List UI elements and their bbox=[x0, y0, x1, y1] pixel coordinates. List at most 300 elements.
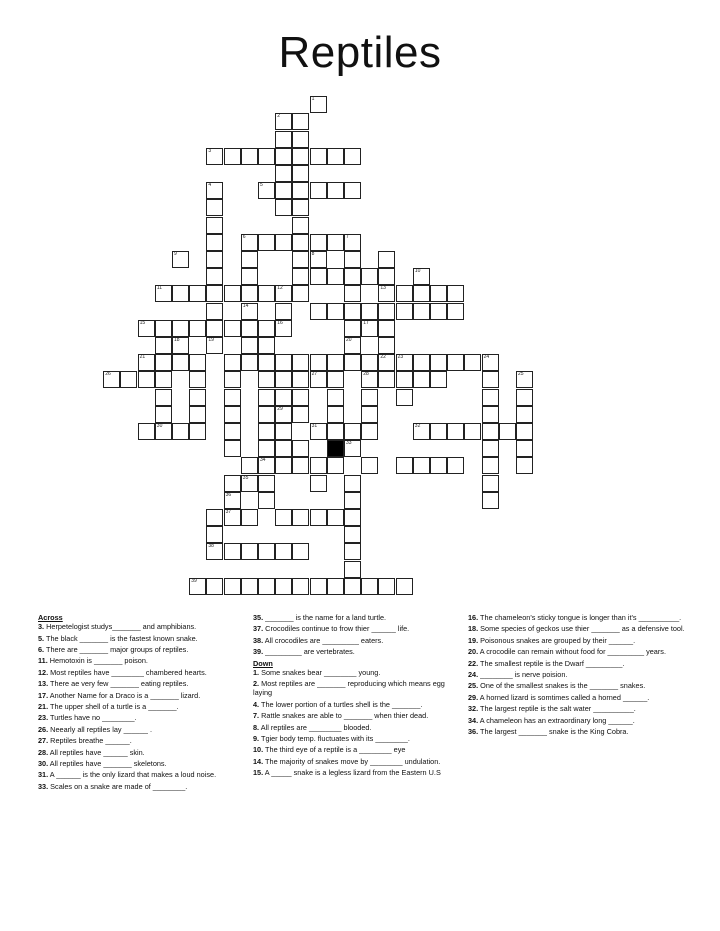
clue-text: A horned lizard is somtimes called a horned ______. bbox=[478, 692, 650, 702]
crossword-cell[interactable] bbox=[292, 113, 309, 130]
cell-number: 4 bbox=[208, 182, 212, 189]
crossword-cell[interactable] bbox=[189, 354, 206, 371]
crossword-cell[interactable] bbox=[258, 320, 275, 337]
crossword-cell[interactable] bbox=[482, 475, 499, 492]
clue bbox=[468, 716, 688, 725]
crossword-cell[interactable] bbox=[275, 148, 292, 165]
crossword-cell[interactable] bbox=[430, 371, 447, 388]
clue-number: 29. bbox=[468, 692, 479, 702]
crossword-cell[interactable] bbox=[206, 509, 223, 526]
crossword-cell[interactable] bbox=[138, 320, 155, 337]
crossword-cell[interactable] bbox=[378, 578, 395, 595]
crossword-cell[interactable] bbox=[292, 251, 309, 268]
crossword-cell[interactable] bbox=[482, 492, 499, 509]
crossword-cell[interactable] bbox=[241, 285, 258, 302]
crossword-cell[interactable] bbox=[310, 371, 327, 388]
clue-number: 36. bbox=[468, 726, 479, 736]
crossword-cell[interactable] bbox=[292, 543, 309, 560]
crossword-cell[interactable] bbox=[327, 423, 344, 440]
crossword-cell[interactable] bbox=[155, 320, 172, 337]
crossword-cell[interactable] bbox=[361, 406, 378, 423]
crossword-cell[interactable] bbox=[224, 543, 241, 560]
crossword-cell[interactable] bbox=[258, 457, 275, 474]
crossword-cell[interactable] bbox=[464, 354, 481, 371]
crossword-cell[interactable] bbox=[189, 423, 206, 440]
crossword-cell[interactable] bbox=[275, 389, 292, 406]
crossword-cell[interactable] bbox=[224, 371, 241, 388]
cell-number: 15 bbox=[139, 319, 146, 326]
crossword-cell[interactable] bbox=[172, 423, 189, 440]
crossword-cell[interactable] bbox=[361, 303, 378, 320]
crossword-cell[interactable] bbox=[310, 268, 327, 285]
crossword-cell[interactable] bbox=[292, 148, 309, 165]
crossword-cell[interactable] bbox=[241, 251, 258, 268]
crossword-cell[interactable] bbox=[275, 234, 292, 251]
crossword-cell[interactable] bbox=[241, 320, 258, 337]
cell-number: 24 bbox=[483, 354, 490, 361]
crossword-cell[interactable] bbox=[224, 406, 241, 423]
clue-text: The third eye of a reptile is a ________ eye bbox=[263, 745, 406, 755]
crossword-cell[interactable] bbox=[292, 509, 309, 526]
crossword-cell[interactable] bbox=[241, 578, 258, 595]
crossword-cell[interactable] bbox=[344, 509, 361, 526]
crossword-cell[interactable] bbox=[258, 234, 275, 251]
crossword-cell[interactable] bbox=[292, 440, 309, 457]
crossword-cell[interactable] bbox=[155, 389, 172, 406]
cell-number: 1 bbox=[311, 96, 315, 103]
crossword-cell[interactable] bbox=[275, 199, 292, 216]
crossword-cell[interactable] bbox=[430, 457, 447, 474]
clue-number: 6. bbox=[38, 644, 45, 654]
crossword-cell[interactable] bbox=[206, 199, 223, 216]
crossword-cell[interactable] bbox=[206, 251, 223, 268]
crossword-cell[interactable] bbox=[447, 423, 464, 440]
crossword-cell[interactable] bbox=[292, 199, 309, 216]
crossword-cell[interactable] bbox=[275, 303, 292, 320]
crossword-cell[interactable] bbox=[430, 303, 447, 320]
crossword-cell[interactable] bbox=[275, 182, 292, 199]
clue-text: Hemotoxin is _______ poison. bbox=[47, 656, 148, 666]
crossword-cell[interactable] bbox=[396, 389, 413, 406]
crossword-cell[interactable] bbox=[327, 148, 344, 165]
crossword-cell[interactable] bbox=[258, 182, 275, 199]
crossword-cell[interactable] bbox=[275, 578, 292, 595]
crossword-cell[interactable] bbox=[241, 337, 258, 354]
crossword-cell[interactable] bbox=[292, 371, 309, 388]
clue bbox=[38, 748, 243, 757]
crossword-cell[interactable] bbox=[413, 268, 430, 285]
crossword-cell[interactable] bbox=[378, 371, 395, 388]
clues-section bbox=[38, 613, 698, 843]
crossword-cell[interactable] bbox=[206, 303, 223, 320]
crossword-cell[interactable] bbox=[344, 475, 361, 492]
crossword-cell[interactable] bbox=[344, 440, 361, 457]
clue-number: 37. bbox=[253, 624, 264, 634]
crossword-cell[interactable] bbox=[138, 423, 155, 440]
clue-number: 1. bbox=[253, 667, 260, 677]
crossword-cell[interactable] bbox=[327, 406, 344, 423]
crossword-cell[interactable] bbox=[327, 578, 344, 595]
crossword-cell[interactable] bbox=[275, 457, 292, 474]
crossword-cell[interactable] bbox=[275, 371, 292, 388]
crossword-cell[interactable] bbox=[447, 303, 464, 320]
crossword-cell[interactable] bbox=[206, 217, 223, 234]
crossword-cell[interactable] bbox=[138, 354, 155, 371]
crossword-cell[interactable] bbox=[430, 423, 447, 440]
crossword-cell[interactable] bbox=[258, 543, 275, 560]
crossword-cell[interactable] bbox=[120, 371, 137, 388]
clue-number: 15. bbox=[253, 768, 264, 778]
crossword-cell[interactable] bbox=[292, 578, 309, 595]
crossword-cell[interactable] bbox=[413, 371, 430, 388]
crossword-cell[interactable] bbox=[413, 423, 430, 440]
clue-text: Tgier body temp. fluctuates with its ________. bbox=[259, 733, 410, 743]
crossword-cell[interactable] bbox=[241, 268, 258, 285]
cell-number: 39 bbox=[191, 577, 197, 584]
crossword-cell[interactable] bbox=[430, 354, 447, 371]
crossword-cell[interactable] bbox=[224, 320, 241, 337]
crossword-cell[interactable] bbox=[241, 148, 258, 165]
crossword-cell[interactable] bbox=[241, 543, 258, 560]
cell-number: 17 bbox=[363, 319, 369, 326]
crossword-cell[interactable] bbox=[155, 406, 172, 423]
cell-number: 6 bbox=[242, 233, 246, 240]
crossword-cell[interactable] bbox=[482, 354, 499, 371]
clue-text: The black _______ is the fastest known snake. bbox=[44, 633, 198, 643]
crossword-cell[interactable] bbox=[292, 182, 309, 199]
crossword-cell[interactable] bbox=[447, 457, 464, 474]
crossword-cell[interactable] bbox=[189, 371, 206, 388]
crossword-cell[interactable] bbox=[224, 509, 241, 526]
crossword-cell[interactable] bbox=[447, 354, 464, 371]
clue-text: Some species of geckos use thier _______ as a defensive tool. bbox=[478, 624, 685, 634]
crossword-cell[interactable] bbox=[292, 285, 309, 302]
crossword-cell[interactable] bbox=[241, 509, 258, 526]
crossword-cell[interactable] bbox=[344, 303, 361, 320]
crossword-cell[interactable] bbox=[310, 475, 327, 492]
crossword-cell[interactable] bbox=[189, 285, 206, 302]
crossword-cell[interactable] bbox=[310, 182, 327, 199]
crossword-cell[interactable] bbox=[310, 509, 327, 526]
crossword-cell[interactable] bbox=[224, 440, 241, 457]
crossword-cell[interactable] bbox=[344, 182, 361, 199]
crossword-cell[interactable] bbox=[344, 543, 361, 560]
crossword-cell[interactable] bbox=[258, 371, 275, 388]
crossword-cell[interactable] bbox=[258, 578, 275, 595]
crossword-cell[interactable] bbox=[327, 303, 344, 320]
crossword-cell[interactable] bbox=[275, 423, 292, 440]
cell-number: 35 bbox=[242, 474, 249, 481]
crossword-cell[interactable] bbox=[327, 509, 344, 526]
crossword-cell[interactable] bbox=[292, 131, 309, 148]
crossword-cell[interactable] bbox=[344, 561, 361, 578]
crossword-cell[interactable] bbox=[344, 337, 361, 354]
crossword-cell[interactable] bbox=[206, 268, 223, 285]
clue-number: 14. bbox=[253, 756, 264, 766]
crossword-cell[interactable] bbox=[327, 371, 344, 388]
clue-number: 2. bbox=[253, 679, 260, 689]
clue bbox=[38, 622, 243, 631]
crossword-cell[interactable] bbox=[258, 354, 275, 371]
cell-number: 25 bbox=[518, 371, 524, 378]
clue-number: 38. bbox=[253, 635, 264, 645]
crossword-cell[interactable] bbox=[344, 285, 361, 302]
clue-number: 28. bbox=[38, 747, 49, 757]
clue-text: The lower portion of a turtles shell is the _______. bbox=[259, 699, 423, 709]
crossword-cell[interactable] bbox=[327, 234, 344, 251]
crossword-cell[interactable] bbox=[258, 406, 275, 423]
crossword-cell[interactable] bbox=[516, 457, 533, 474]
crossword-cell[interactable] bbox=[275, 406, 292, 423]
crossword-cell[interactable] bbox=[206, 234, 223, 251]
crossword-cell[interactable] bbox=[275, 131, 292, 148]
crossword-cell[interactable] bbox=[172, 251, 189, 268]
crossword-cell[interactable] bbox=[275, 165, 292, 182]
clues-column-1 bbox=[38, 613, 243, 793]
cell-number: 22 bbox=[380, 354, 386, 361]
crossword-cell[interactable] bbox=[413, 457, 430, 474]
crossword-cell[interactable] bbox=[396, 354, 413, 371]
crossword-cell[interactable] bbox=[258, 337, 275, 354]
crossword-cell[interactable] bbox=[292, 406, 309, 423]
crossword-cell[interactable] bbox=[292, 268, 309, 285]
crossword-cell[interactable] bbox=[344, 354, 361, 371]
clue-text: Another Name for a Draco is a _______ lizard. bbox=[48, 690, 201, 700]
crossword-cell[interactable] bbox=[344, 492, 361, 509]
crossword-cell[interactable] bbox=[327, 354, 344, 371]
crossword-cell[interactable] bbox=[206, 578, 223, 595]
clue bbox=[253, 624, 458, 633]
crossword-cell[interactable] bbox=[361, 354, 378, 371]
crossword-cell[interactable] bbox=[361, 389, 378, 406]
clue bbox=[253, 757, 458, 766]
crossword-cell[interactable] bbox=[499, 423, 516, 440]
crossword-cell[interactable] bbox=[516, 371, 533, 388]
crossword-cell[interactable] bbox=[482, 457, 499, 474]
clue-text: Rattle snakes are able to _______ when thier dead. bbox=[259, 711, 429, 721]
crossword-cell[interactable] bbox=[224, 475, 241, 492]
crossword-cell[interactable] bbox=[224, 492, 241, 509]
crossword-cell[interactable] bbox=[224, 148, 241, 165]
crossword-cell[interactable] bbox=[224, 578, 241, 595]
crossword-cell[interactable] bbox=[275, 285, 292, 302]
crossword-cell[interactable] bbox=[275, 440, 292, 457]
crossword-cell[interactable] bbox=[155, 285, 172, 302]
crossword-cell[interactable] bbox=[482, 406, 499, 423]
crossword-cell[interactable] bbox=[241, 303, 258, 320]
clue-number: 26. bbox=[38, 724, 49, 734]
crossword-cell[interactable] bbox=[310, 578, 327, 595]
crossword-cell[interactable] bbox=[206, 337, 223, 354]
crossword-cell[interactable] bbox=[361, 320, 378, 337]
crossword-cell[interactable] bbox=[413, 354, 430, 371]
crossword-cell[interactable] bbox=[361, 268, 378, 285]
crossword-cell[interactable] bbox=[275, 509, 292, 526]
crossword-cell[interactable] bbox=[189, 578, 206, 595]
crossword-cell[interactable] bbox=[327, 182, 344, 199]
crossword-cell[interactable] bbox=[258, 148, 275, 165]
crossword-cell[interactable] bbox=[344, 320, 361, 337]
crossword-cell[interactable] bbox=[396, 303, 413, 320]
crossword-cell[interactable] bbox=[292, 217, 309, 234]
clue-number: 5. bbox=[38, 633, 45, 643]
crossword-cell[interactable] bbox=[344, 423, 361, 440]
crossword-cell[interactable] bbox=[361, 457, 378, 474]
crossword-cell[interactable] bbox=[292, 389, 309, 406]
crossword-cell[interactable] bbox=[258, 285, 275, 302]
clue-section-header: Across bbox=[38, 613, 63, 622]
crossword-cell[interactable] bbox=[413, 285, 430, 302]
crossword-cell[interactable] bbox=[361, 371, 378, 388]
clue bbox=[38, 656, 243, 665]
clue bbox=[38, 759, 243, 768]
clue bbox=[468, 636, 688, 645]
crossword-cell[interactable] bbox=[224, 354, 241, 371]
clue-number: 25. bbox=[468, 681, 479, 691]
crossword-cell[interactable] bbox=[396, 457, 413, 474]
crossword-cell[interactable] bbox=[482, 423, 499, 440]
crossword-cell[interactable] bbox=[224, 285, 241, 302]
crossword-cell[interactable] bbox=[310, 251, 327, 268]
clue-number: 27. bbox=[38, 736, 49, 746]
crossword-cell[interactable] bbox=[327, 389, 344, 406]
crossword-cell[interactable] bbox=[516, 440, 533, 457]
crossword-cell[interactable] bbox=[378, 354, 395, 371]
crossword-cell[interactable] bbox=[172, 337, 189, 354]
crossword-cell[interactable] bbox=[310, 423, 327, 440]
crossword-cell[interactable] bbox=[361, 423, 378, 440]
crossword-cell[interactable] bbox=[482, 389, 499, 406]
crossword-cell[interactable] bbox=[275, 354, 292, 371]
crossword-cell[interactable] bbox=[378, 320, 395, 337]
clue-number: 30. bbox=[38, 758, 49, 768]
crossword-cell[interactable] bbox=[430, 285, 447, 302]
crossword-cell[interactable] bbox=[258, 423, 275, 440]
crossword-cell[interactable] bbox=[310, 457, 327, 474]
crossword-cell[interactable] bbox=[138, 371, 155, 388]
crossword-cell[interactable] bbox=[258, 475, 275, 492]
crossword-cell[interactable] bbox=[344, 526, 361, 543]
crossword-cell[interactable] bbox=[378, 268, 395, 285]
crossword-cell[interactable] bbox=[241, 354, 258, 371]
crossword-cell[interactable] bbox=[327, 268, 344, 285]
clue bbox=[38, 668, 243, 677]
crossword-cell[interactable] bbox=[447, 285, 464, 302]
clue-number: 16. bbox=[468, 613, 479, 622]
crossword-cell[interactable] bbox=[482, 440, 499, 457]
crossword-cell[interactable] bbox=[344, 268, 361, 285]
crossword-cell[interactable] bbox=[241, 234, 258, 251]
crossword-cell[interactable] bbox=[206, 320, 223, 337]
crossword-cell[interactable] bbox=[378, 251, 395, 268]
crossword-cell[interactable] bbox=[516, 423, 533, 440]
crossword-cell[interactable] bbox=[224, 389, 241, 406]
crossword-cell[interactable] bbox=[310, 234, 327, 251]
clue-text: _________ are vertebrates. bbox=[263, 647, 355, 657]
crossword-cell[interactable] bbox=[172, 285, 189, 302]
crossword-cell[interactable] bbox=[224, 423, 241, 440]
crossword-cell[interactable] bbox=[361, 578, 378, 595]
crossword-cell[interactable] bbox=[172, 354, 189, 371]
crossword-cell[interactable] bbox=[344, 234, 361, 251]
crossword-cell[interactable] bbox=[241, 475, 258, 492]
clue-text: The largest reptile is the salt water __________. bbox=[478, 704, 636, 714]
crossword-cell[interactable] bbox=[378, 285, 395, 302]
crossword-cell[interactable] bbox=[155, 371, 172, 388]
crossword-cell[interactable] bbox=[258, 492, 275, 509]
crossword-cell[interactable] bbox=[378, 303, 395, 320]
crossword-cell[interactable] bbox=[292, 165, 309, 182]
crossword-cell[interactable] bbox=[275, 113, 292, 130]
crossword-cell[interactable] bbox=[482, 371, 499, 388]
crossword-cell[interactable] bbox=[206, 148, 223, 165]
crossword-cell[interactable] bbox=[155, 423, 172, 440]
crossword-cell[interactable] bbox=[206, 526, 223, 543]
clue bbox=[253, 711, 458, 720]
cell-number: 2 bbox=[277, 113, 280, 120]
crossword-cell[interactable] bbox=[292, 457, 309, 474]
clue bbox=[253, 723, 458, 732]
crossword-cell[interactable] bbox=[155, 354, 172, 371]
cell-number: 19 bbox=[208, 337, 214, 343]
crossword-cell[interactable] bbox=[310, 354, 327, 371]
crossword-cell[interactable] bbox=[310, 96, 327, 113]
crossword-cell[interactable] bbox=[413, 303, 430, 320]
crossword-cell[interactable] bbox=[396, 371, 413, 388]
crossword-cell[interactable] bbox=[396, 578, 413, 595]
crossword-cell[interactable] bbox=[516, 406, 533, 423]
crossword-cell[interactable] bbox=[344, 578, 361, 595]
crossword-cell[interactable] bbox=[206, 182, 223, 199]
crossword-cell[interactable] bbox=[310, 148, 327, 165]
crossword-cell[interactable] bbox=[464, 423, 481, 440]
clue-text: All reptiles are ________ blooded. bbox=[259, 722, 372, 732]
crossword-cell[interactable] bbox=[516, 389, 533, 406]
crossword-cell[interactable] bbox=[275, 543, 292, 560]
crossword-cell[interactable] bbox=[189, 320, 206, 337]
crossword-cell[interactable] bbox=[258, 389, 275, 406]
clue bbox=[38, 645, 243, 654]
crossword-cell[interactable] bbox=[292, 354, 309, 371]
crossword-cell[interactable] bbox=[189, 406, 206, 423]
clue bbox=[253, 679, 458, 697]
cell-number: 9 bbox=[174, 251, 177, 257]
crossword-cell[interactable] bbox=[275, 320, 292, 337]
crossword-cell[interactable] bbox=[155, 337, 172, 354]
clue-number: 9. bbox=[253, 733, 260, 743]
crossword-cell[interactable] bbox=[241, 457, 258, 474]
crossword-cell[interactable] bbox=[310, 303, 327, 320]
crossword-cell[interactable] bbox=[172, 320, 189, 337]
crossword-cell[interactable] bbox=[292, 234, 309, 251]
crossword-cell[interactable] bbox=[327, 457, 344, 474]
crossword-cell[interactable] bbox=[258, 440, 275, 457]
crossword-cell[interactable] bbox=[344, 251, 361, 268]
cell-number: 36 bbox=[225, 491, 232, 498]
crossword-cell[interactable] bbox=[206, 543, 223, 560]
crossword-cell[interactable] bbox=[396, 285, 413, 302]
cell-number: 3 bbox=[208, 147, 212, 154]
cell-number: 33 bbox=[346, 440, 352, 447]
crossword-cell[interactable] bbox=[344, 148, 361, 165]
clue-number: 17. bbox=[38, 690, 49, 700]
crossword-cell[interactable] bbox=[189, 389, 206, 406]
crossword-cell[interactable] bbox=[103, 371, 120, 388]
crossword-cell[interactable] bbox=[206, 285, 223, 302]
crossword-cell[interactable] bbox=[378, 337, 395, 354]
clue-text: _______ is the name for a land turtle. bbox=[263, 613, 387, 622]
clue-text: Herpetelogist studys_______ and amphibians. bbox=[44, 622, 197, 632]
